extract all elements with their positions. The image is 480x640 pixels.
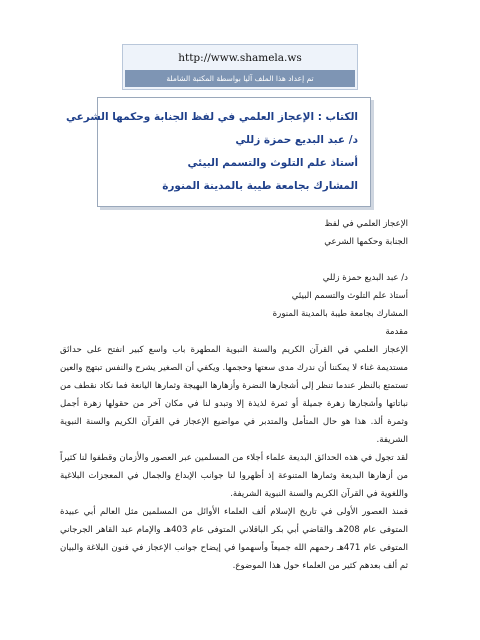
introduction-heading: مقدمة	[385, 327, 408, 337]
body-author-position: أستاذ علم التلوث والتسمم البيئي	[291, 291, 408, 301]
paragraph-1: الإعجاز العلمي في القرآن الكريم والسنة النبوية المطهرة باب واسع كبير انفتح على حدائق مستديمة غناء لا يمكننا أن ندرك مدى سعتها وحجمها. ويكفي أن الصغير يشرح والنفس تبتهج والعين تستمتع بالنظر عندما تنظر إلى أشجارها النضرة وأزهارها البهيجة وثمارها اليانعة فما نكاد نقطف من نباتاتها وأشجارها زهرة جميلة أو ثمرة لذيذة إلا وتبدو لنا في مكان آخر من حقولها زهرة أجمل وثمرة ألذ. هذا هو حال المتأمل والمتدبر في مواضيع الإعجاز في القرآن الكريم والسنة النبوية الشريفة.	[60, 345, 408, 445]
book-title: الكتاب : الإعجاز العلمي في لفظ الجنابة وحكمها الشرعي	[66, 111, 358, 123]
paragraph-3: فمنذ العصور الأولى في تاريخ الإسلام ألف العلماء الأوائل من المسلمين مثل العالم أبي عبيدة المتوفى عام 208هـ والقاضي أبي بكر الباقلاني المتوفى عام 403هـ والإمام عبد القاهر الجرجاني المتوفى عام 471هـ رحمهم الله جميعاً وأسهموا في إيضاح جوانب الإعجاز في فنون البلاغة والبيان ثم ألف بعدهم كثير من العلماء حول هذا الموضوع.	[60, 507, 409, 571]
author-name: د/ عبد البديع حمزة زللي	[235, 134, 358, 146]
book-info-box	[66, 97, 371, 207]
site-url[interactable]: http://www.shamela.ws	[178, 52, 302, 64]
body-content	[60, 215, 408, 575]
author-position: أستاذ علم التلوث والتسمم البيئي	[187, 157, 358, 169]
paragraph-2: لقد تجول في هذه الحدائق البديعة علماء أجلاء من المسلمين عبر العصور والأزمان وقطفوا لنا كثيراً من أزهارها البديعة وثمارها المتنوعة إذ أظهروا لنا جوانب الإبداع والجمال في المعجزات البلاغية واللغوية في القرآن الكريم والسنة النبوية الشريفة.	[60, 453, 408, 499]
body-title-line-1: الإعجاز العلمي في لفظ	[324, 219, 408, 229]
body-author-affiliation: المشارك بجامعة طيبة بالمدينة المنورة	[272, 309, 408, 319]
body-author-name: د/ عبد البديع حمزة زللي	[322, 273, 408, 283]
header-banner	[122, 44, 358, 90]
body-title-line-2: الجنابة وحكمها الشرعي	[324, 237, 408, 247]
generated-note: تم إعداد هذا الملف آليا بواسطة المكتبة الشاملة	[125, 70, 355, 87]
author-affiliation: المشارك بجامعة طيبة بالمدينة المنورة	[162, 180, 358, 192]
